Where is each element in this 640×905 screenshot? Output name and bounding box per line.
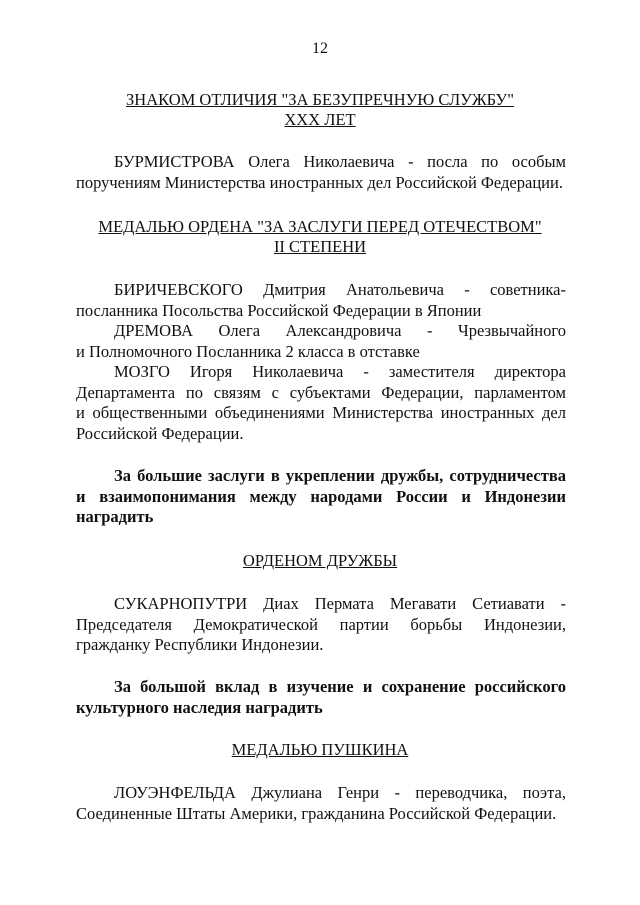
award-entry-mozgo [76,362,566,444]
heading-line: ОРДЕНОМ ДРУЖБЫ [242,551,398,570]
text-line: и Полномочного Посланника 2 класса в отставке [76,341,420,361]
decree-clause-heritage [76,677,566,718]
decree-clause-indonesia [76,466,566,528]
award-entry-dremov [76,321,566,362]
text-line: Российской Федерации. [76,423,244,443]
text-line: БИРИЧЕВСКОГО Дмитрия Анатольевича - советника- [114,280,566,299]
text-line: и общественными объединениями Министерства иностранных дел [76,403,566,422]
text-line: культурного наследия наградить [76,697,323,717]
heading-line: ЗНАКОМ ОТЛИЧИЯ "ЗА БЕЗУПРЕЧНУЮ СЛУЖБУ" [126,90,514,109]
text-line: поручениям Министерства иностранных дел Российской Федерации. [76,172,563,192]
award-entry-sukarnoputri [76,594,566,656]
text-line: и взаимопонимания между народами России и Индонезии [76,486,566,506]
text-line: ЛОУЭНФЕЛЬДА Джулиана Генри - переводчика, поэта, [114,783,566,802]
award-entry-lowenfeld [76,783,566,824]
text-line: ДРЕМОВА Олега Александровича - Чрезвычайного [114,321,566,340]
page-number: 12 [312,40,328,57]
text-line: СУКАРНОПУТРИ Диах Пермата Мегавати Сетиавати - [114,594,566,613]
text-line: наградить [76,507,154,526]
award-entry-burmistrov [76,152,566,193]
text-line: За большие заслуги в укреплении дружбы, сотрудничества [114,466,566,485]
heading-line: МЕДАЛЬЮ ПУШКИНА [231,740,409,759]
heading-merit-medal [60,217,580,257]
award-entry-birichevsky [76,280,566,321]
heading-order-of-friendship [60,551,580,571]
text-line: гражданку Республики Индонезии. [76,635,324,654]
text-line: Департамента по связям с субъектами Федерации, парламентом [76,382,566,402]
heading-line: II СТЕПЕНИ [273,237,367,256]
text-line: Соединенные Штаты Америки, гражданина Российской Федерации. [76,803,557,823]
text-line: МОЗГО Игоря Николаевича - заместителя директора [114,362,566,381]
heading-line: МЕДАЛЬЮ ОРДЕНА "ЗА ЗАСЛУГИ ПЕРЕД ОТЕЧЕСТВОМ" [98,217,542,236]
text-line: посланника Посольства Российской Федерации в Японии [76,300,482,320]
text-line: БУРМИСТРОВА Олега Николаевича - посла по особым [114,152,566,171]
text-line: Председателя Демократической партии борьбы Индонезии, [76,614,566,634]
heading-line: XXX ЛЕТ [284,110,356,129]
text-line: За большой вклад в изучение и сохранение российского [114,677,566,696]
heading-pushkin-medal [60,740,580,760]
heading-service-badge [60,90,580,130]
